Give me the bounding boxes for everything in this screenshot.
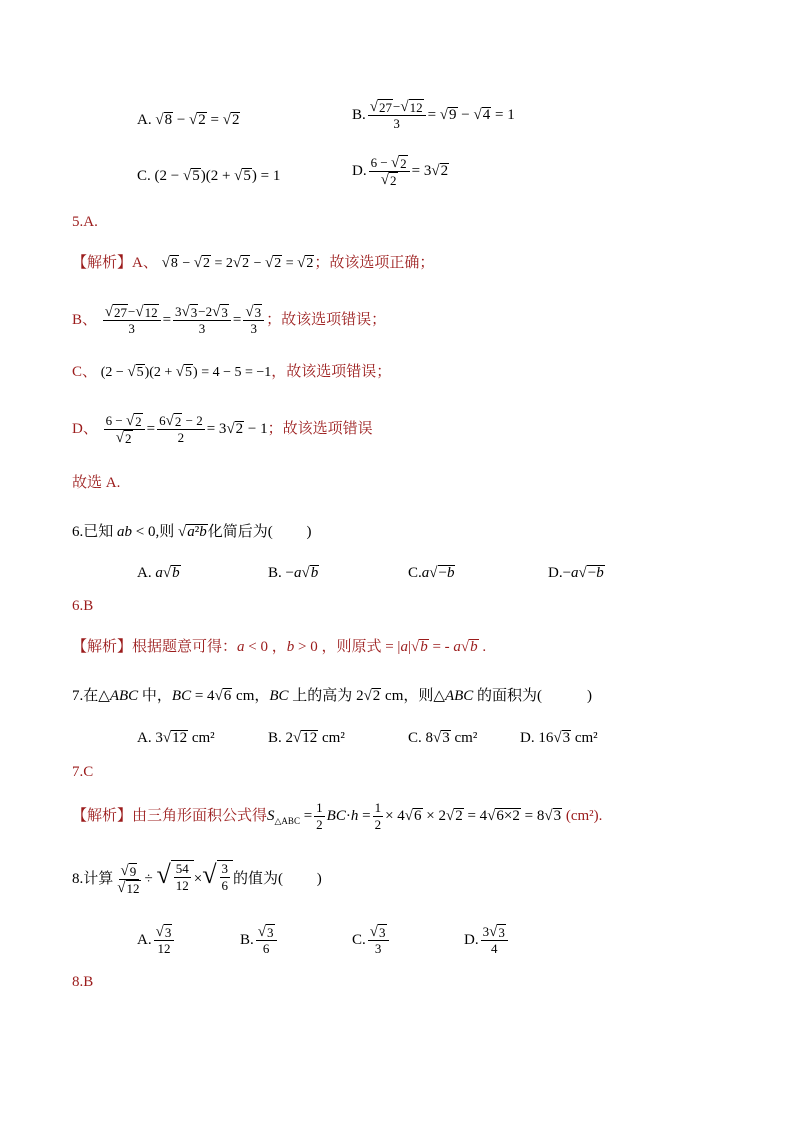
analysis-label: 【解析】 bbox=[72, 253, 133, 271]
q7-answer: 7.C bbox=[72, 764, 94, 780]
q7-option-a: A. 3 √ 12 cm² bbox=[137, 730, 215, 746]
q5-conclusion: 故选 A. bbox=[72, 473, 121, 491]
q6-option-c: C.a √ −b bbox=[408, 565, 455, 581]
q5-analysis-b: B、 √ 27 − √ 12 3 = 3 √ 3 −2 √ 3 3 = √ 3 3 ；故该选项错误； bbox=[72, 304, 387, 336]
q8-option-b: B. √ 3 6 bbox=[240, 924, 279, 957]
q6-answer: 6.B bbox=[72, 598, 94, 614]
q4-option-c: C. (2 − √ 5 )(2 + √ 5 ) = 1 bbox=[137, 168, 281, 184]
q4-option-d: D. 6 − √ 2 √ 2 = 3 √ 2 bbox=[352, 155, 449, 188]
q7-option-d: D. 16 √ 3 cm² bbox=[520, 730, 598, 746]
q5-analysis-c: C、 (2 − √ 5 )(2 + √ 5 ) = 4 − 5 = −1，故该选项错误； bbox=[72, 362, 392, 380]
q7-question: 7.在△ABC 中，BC = 4 √ 6 cm，BC 上的高为 2 √ 2 cm，则△ABC 的面积为( ) bbox=[72, 686, 593, 704]
q4-option-b: B. √ 27 − √ 12 3 = √ 9 − √ 4 = 1 bbox=[352, 99, 515, 131]
q5-analysis-d: D、 6 − √ 2 √ 2 = 6 √ 2 − 2 2 = 3 √ 2 − 1；故该选项错误 bbox=[72, 413, 373, 446]
q5-analysis-a: 【解析】A、 √ 8 − √ 2 = 2 √ 2 − √ 2 = √ 2 ；故该选项正确； bbox=[72, 253, 435, 271]
q6-option-b: B. −a √ b bbox=[268, 565, 319, 581]
q6-question: 6.已知 ab < 0,则 √ a²b 化简后为( ) bbox=[72, 522, 312, 540]
q6-option-a: A. a √ b bbox=[137, 565, 180, 581]
q8-question: 8.计算 √ 9 √ 12 ÷ √ $\frac{54}{12}$ × √ $\frac{3}{6}$ 的值为( ) bbox=[72, 860, 322, 897]
q8-option-a: A. √ 3 12 bbox=[137, 924, 176, 957]
q8-option-c: C. √ 3 3 bbox=[352, 924, 391, 957]
q7-option-c: C. 8 √ 3 cm² bbox=[408, 730, 478, 746]
q8-option-d: D. 3 √ 3 4 bbox=[464, 924, 510, 957]
q4-option-a: A. √ 8 − √ 2 = √ 2 bbox=[137, 112, 240, 128]
q5-answer: 5.A. bbox=[72, 214, 98, 230]
q6-option-d: D.−a √ −b bbox=[548, 565, 604, 581]
q8-answer: 8.B bbox=[72, 974, 94, 990]
q7-option-b: B. 2 √ 12 cm² bbox=[268, 730, 345, 746]
q7-analysis: 【解析】由三角形面积公式得$S_{\triangle ABC}$ = $\frac{1}{2}$ BC·h = $\frac{1}{2}$ × 4 √ 6 × 2 √ 2 = 4 √ 6×2 = 8 √ 3 (cm²). bbox=[72, 800, 603, 832]
q6-analysis: 【解析】根据题意可得：a < 0 ，b > 0 ，则原式 = |a| √ b = - a √ b . bbox=[72, 637, 487, 655]
